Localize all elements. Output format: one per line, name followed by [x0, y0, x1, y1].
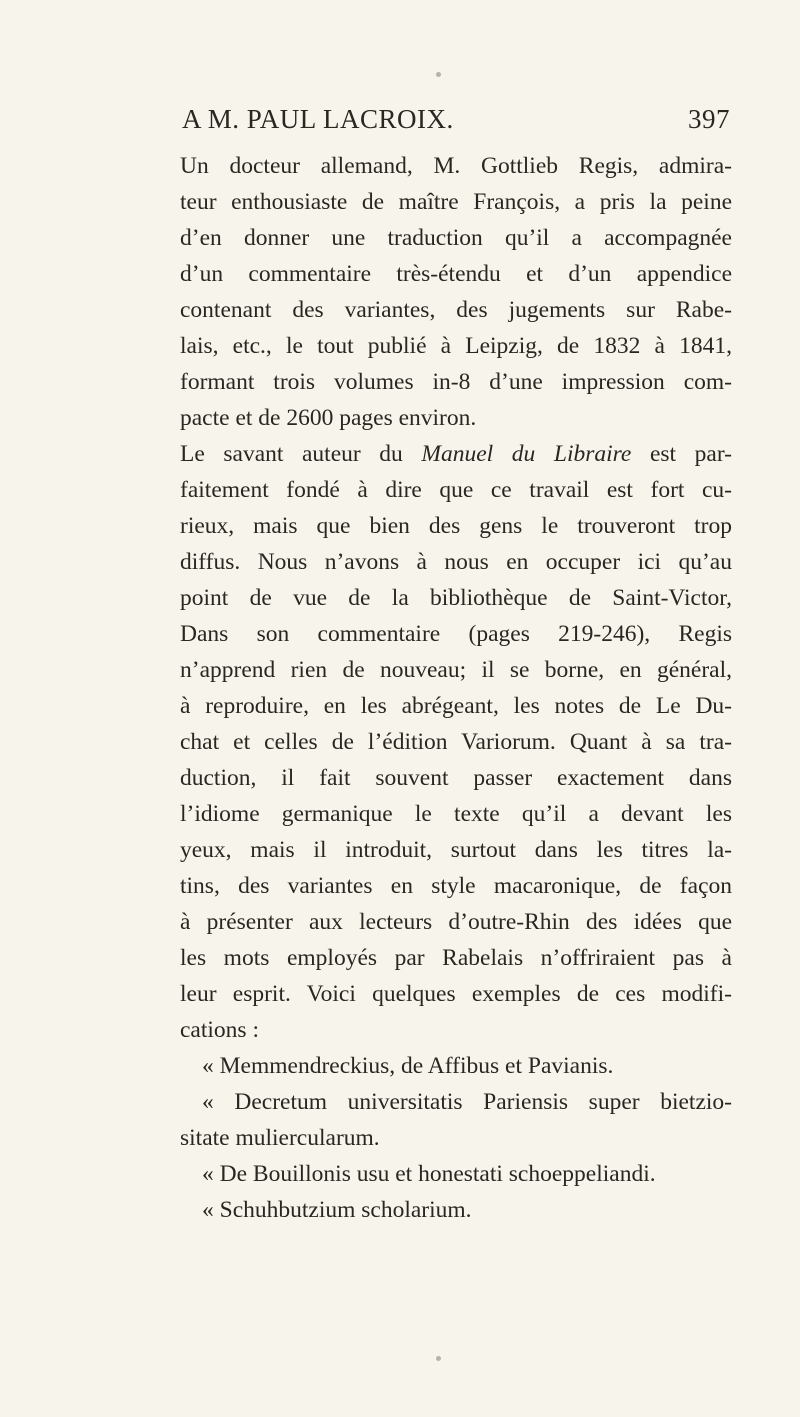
quotation-line: sitate muliercularum. [180, 1125, 380, 1151]
text-line: tins, des variantes en style macaronique, de façon [180, 873, 732, 899]
quotation-line: « Schuhbutzium scholarium. [202, 1197, 472, 1223]
text-line: point de vue de la bibliothèque de Saint-Victor, [180, 585, 732, 611]
text-line: l’idiome germanique le texte qu’il a devant les [180, 801, 732, 827]
text-line: à présenter aux lecteurs d’outre-Rhin des idées que [180, 909, 732, 935]
text-line: les mots employés par Rabelais n’offriraient pas à [180, 945, 732, 971]
text-line: leur esprit. Voici quelques exemples de ces modifi- [180, 981, 732, 1007]
text-line: d’en donner une traduction qu’il a accompagnée [180, 225, 732, 251]
text-line: d’un commentaire très-étendu et d’un appendice [180, 261, 732, 287]
text-line: Le savant auteur du Manuel du Libraire est par- [180, 441, 733, 467]
text-line: duction, il fait souvent passer exactement dans [180, 765, 732, 791]
text-line: Un docteur allemand, M. Gottlieb Regis, admira- [180, 153, 732, 179]
text-line: n’apprend rien de nouveau; il se borne, en général, [180, 657, 732, 683]
text-line: diffus. Nous n’avons à nous en occuper ici qu’au [180, 549, 732, 575]
body-text [180, 148, 732, 1228]
text-line: lais, etc., le tout publié à Leipzig, de 1832 à 1841, [180, 333, 732, 359]
text-line: faitement fondé à dire que ce travail est fort cu- [180, 477, 732, 503]
quotation-line: « Decretum universitatis Pariensis super bietzio- [202, 1089, 732, 1115]
page-number: 397 [688, 104, 730, 134]
paper-speck [436, 1356, 441, 1361]
running-head-title: A M. PAUL LACROIX. [182, 104, 454, 134]
book-title: Manuel du Libraire [421, 441, 632, 467]
paper-speck [436, 72, 441, 77]
text-line: chat et celles de l’édition Variorum. Quant à sa tra- [180, 729, 732, 755]
text-line: rieux, mais que bien des gens le trouveront trop [180, 513, 732, 539]
quotation-line: « Memmendreckius, de Affibus et Pavianis. [202, 1053, 614, 1079]
running-head [182, 104, 730, 140]
text-line: à reproduire, en les abrégeant, les notes de Le Du- [180, 693, 732, 719]
text-line: formant trois volumes in-8 d’une impression com- [180, 369, 732, 395]
text-line: yeux, mais il introduit, surtout dans les titres la- [180, 837, 732, 863]
text-line: Dans son commentaire (pages 219-246), Regis [180, 621, 732, 647]
quotation-line: « De Bouillonis usu et honestati schoeppeliandi. [202, 1161, 656, 1187]
text-line: teur enthousiaste de maître François, a pris la peine [180, 189, 732, 215]
text-line: contenant des variantes, des jugements sur Rabe- [180, 297, 732, 323]
text-line: cations : [180, 1017, 259, 1043]
text-line: pacte et de 2600 pages environ. [180, 405, 477, 431]
